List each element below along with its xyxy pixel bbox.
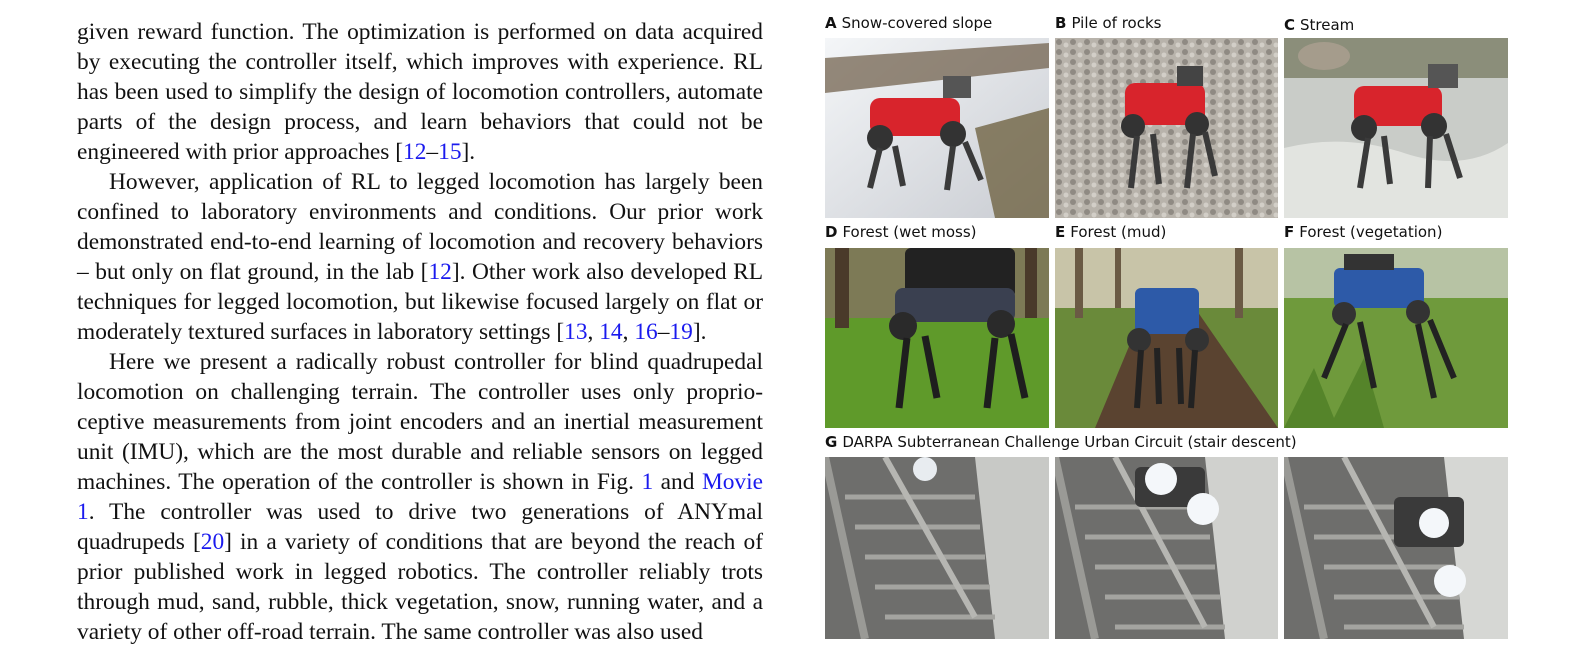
text-run: ]. [461,139,476,165]
text-run: ] in a variety of conditions that are beyond the reach of prior published work in legged robotics. The controller reliably trots through mud, sand, rubble, thick vegetation, snow, running water, and a variety of other off-road terrain. The same controller was also used [77,529,763,645]
panel-label-e: E Forest (mud) [1055,223,1167,241]
text-run: – [657,319,670,345]
photo-forest-mud [1055,248,1278,428]
citation-link[interactable]: Movie 1 [77,469,764,525]
citation-link[interactable]: 15 [438,139,462,165]
photo-stream [1284,38,1508,218]
photo-stair-descent-1 [825,457,1049,639]
panel-label-b: B Pile of rocks [1055,14,1162,32]
text-run: – [426,139,439,165]
text-run: ]. [692,319,707,345]
panel-label-d: D Forest (wet moss) [825,223,977,241]
text-run: However, application of RL to legged locomotion has largely been confined to laboratory environments and conditions. Our prior work demonstrated end-to-end learning of locomotion and recovery behaviors – but only on flat ground, in the lab [ [77,169,763,285]
photo-stair-descent-2 [1055,457,1278,639]
citation-link[interactable]: 16 [634,319,658,345]
text-run: ]. Other work also developed RL techniques for legged locomotion, but likewise focused largely on flat or moderately textured surfaces in laboratory settings [ [77,259,763,345]
citation-link[interactable]: 1 [641,469,654,495]
citation-link[interactable]: 14 [599,319,623,345]
text-run: and [653,469,702,495]
panel-label-f: F Forest (vegetation) [1284,223,1443,241]
citation-link[interactable]: 12 [428,259,452,285]
panel-label-a: A Snow-covered slope [825,14,993,32]
text-run: , [622,319,635,345]
panel-label-g: G DARPA Subterranean Challenge Urban Circuit (stair descent) [825,433,1297,451]
text-run: , [587,319,600,345]
panel-label-c: C Stream [1284,16,1355,34]
citation-link[interactable]: 13 [564,319,588,345]
photo-stair-descent-3 [1284,457,1508,639]
citation-link[interactable]: 12 [403,139,427,165]
photo-snow-covered-slope [825,38,1049,218]
text-run: . The controller was used to drive two generations of ANYmal quadrupeds [ [77,499,763,555]
photo-forest-vegetation [1284,248,1508,428]
citation-link[interactable]: 20 [200,529,225,555]
citation-link[interactable]: 19 [669,319,693,345]
text-run: Here we present a radically robust controller for blind quadrupedal locomotion on challenging terrain. The controller uses only proprioceptive measurements from joint encoders and an inertial measurement unit (IMU), which are the most durable and reliable sensors on legged machines. The operation of the controller is shown in Fig. [77,349,763,495]
text-run: given reward function. The optimization is performed on data acquired by executing the controller itself, which improves with experience. RL has been used to simplify the design of locomotion controllers, automate parts of the design process, and learn behaviors that could not be engineered with prior approaches [ [77,19,763,165]
photo-pile-of-rocks [1055,38,1278,218]
photo-forest-wet-moss [825,248,1049,428]
